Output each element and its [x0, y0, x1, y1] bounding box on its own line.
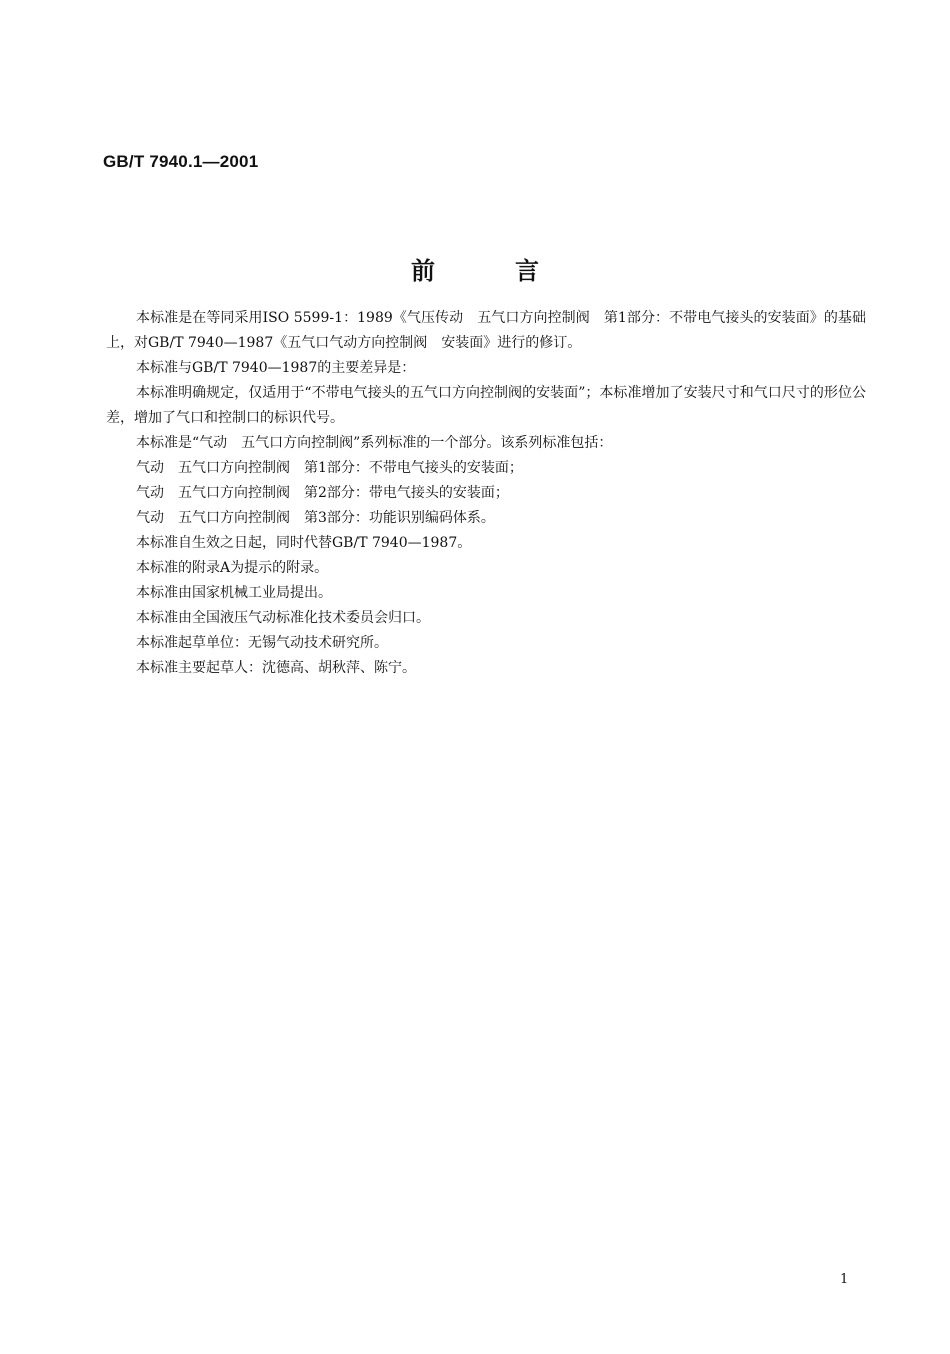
- paragraph: 本标准的附录A为提示的附录。: [136, 560, 329, 576]
- paragraph: 气动 五气口方向控制阀 第2部分：带电气接头的安装面；: [136, 485, 509, 501]
- paragraph: 本标准是在等同采用ISO 5599-1：1989《气压传动 五气口方向控制阀 第1部分：不带电气接头的安装面》的基础上，对GB/T 7940—1987《五气口气动方向控制阀 安装面》进行的修订。: [106, 310, 866, 351]
- paragraph: 本标准与GB/T 7940—1987的主要差异是：: [136, 360, 416, 376]
- paragraph: 本标准是“气动 五气口方向控制阀”系列标准的一个部分。该系列标准包括：: [136, 435, 613, 451]
- title-char-1: 前: [411, 256, 435, 285]
- preface-body: [106, 306, 866, 681]
- paragraph: 本标准由全国液压气动标准化技术委员会归口。: [136, 610, 430, 626]
- paragraph: 本标准起草单位：无锡气动技术研究所。: [136, 635, 388, 651]
- paragraph: 气动 五气口方向控制阀 第1部分：不带电气接头的安装面；: [136, 460, 523, 476]
- page-number: 1: [840, 1272, 849, 1287]
- paragraph: 本标准自生效之日起，同时代替GB/T 7940—1987。: [136, 535, 472, 551]
- title-char-2: 言: [515, 256, 539, 285]
- page-title: [0, 251, 950, 286]
- standard-code: GB/T 7940.1—2001: [103, 152, 259, 171]
- paragraph: 气动 五气口方向控制阀 第3部分：功能识别编码体系。: [136, 510, 495, 526]
- paragraph: 本标准明确规定，仅适用于“不带电气接头的五气口方向控制阀的安装面”；本标准增加了安装尺寸和气口尺寸的形位公差，增加了气口和控制口的标识代号。: [106, 385, 866, 426]
- paragraph: 本标准主要起草人：沈德高、胡秋萍、陈宁。: [136, 660, 416, 676]
- paragraph: 本标准由国家机械工业局提出。: [136, 585, 332, 601]
